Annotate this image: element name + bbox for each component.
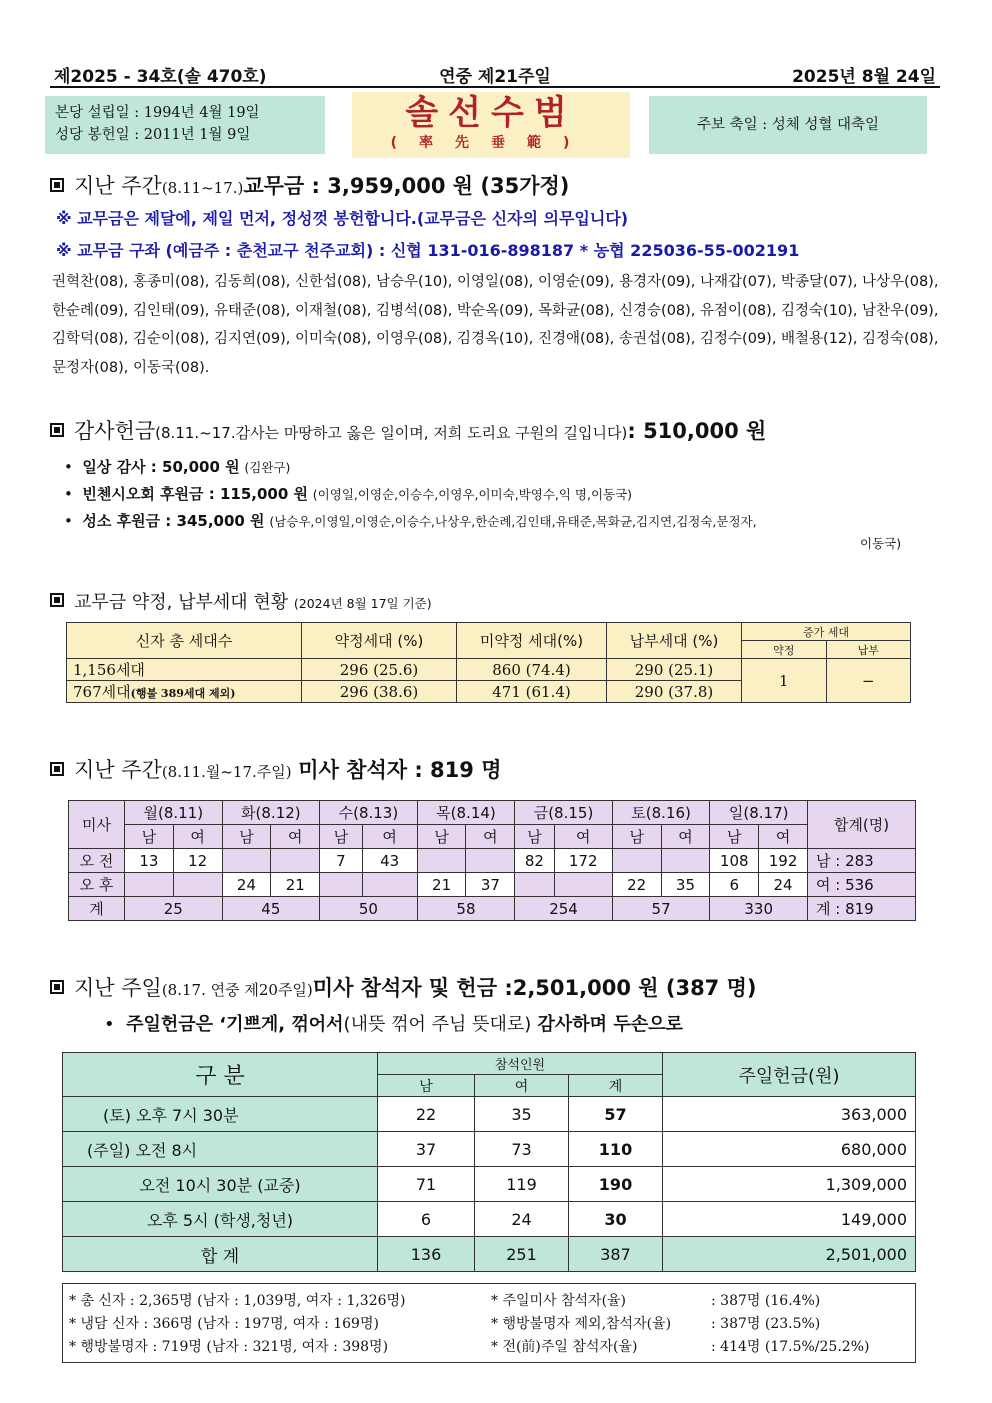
total-header: 합계(명) [808,801,916,849]
thanks-section-heading: 감사헌금(8.11.~17.감사는 마땅하고 옳은 일이며, 저희 도리요 구원의 길입니다): 510,000 원 [50,415,766,445]
table-row: 오 후 24 21 21 37 22 35 6 24 여 : 536 [69,873,916,897]
pledge-section-heading: 교무금 약정, 납부세대 현황 (2024년 8월 17일 기준) [50,588,432,614]
table-row: 계 25 45 50 58 254 57 330 계 : 819 [69,897,916,921]
table-row: 1,156세대 296 (25.6) 860 (74.4) 290 (25.1) 1 − [67,659,911,681]
liturgical-week: 연중 제21주일 [439,67,551,87]
mass-label: 미사 [69,801,125,849]
pledge-col-pledged: 약정세대 (%) [302,623,457,659]
dedicated-date: 성당 봉헌일 : 2011년 1월 9일 [55,127,251,143]
weekly-attendance-table: 미사 월(8.11) 화(8.12) 수(8.13) 목(8.14) 금(8.15) 토(8.16) 일(8.17) 합계(명) 남 여 남 여 남 여 남 여 남 여 남 여 남 여 오 전 13 12 7 43 82 172 108 192 남 : 283 오 후 24 21 21 37 22 35 6 24 여 : 536 계 25 45 50 58 254 57 330 계 : 819 [68,800,916,921]
issue-number: 제2025 - 34호(솔 470호) [54,67,267,87]
thanks-item-cont: 이동국) [860,536,902,551]
founded-date: 본당 설립일 : 1994년 4월 19일 [55,105,260,121]
table-row: 767세대(행불 389세대 제외) 296 (38.6) 471 (61.4) 290 (37.8) [67,681,911,703]
square-bullet-icon [50,423,64,437]
sunday-offering-note: • 주일헌금은 ‘기쁘게, 꺾어서(내뜻 꺾어 주님 뜻대로) 감사하며 두손으로 [104,1014,683,1035]
pledge-col-unpledged: 미약정 세대(%) [457,623,607,659]
inc-pledge-value: 1 [742,659,827,703]
motto-hanja: (率先垂範) [390,135,592,151]
inc-paid-value: − [826,659,911,703]
weekly-section-heading: 지난 주간(8.11.월~17.주일) 미사 참석자 : 819 명 [50,754,501,784]
tithe-account: ※ 교무금 구좌 (예금주 : 춘천교구 천주교회) : 신협 131-016-898187 * 농협 225036-55-002191 [56,241,800,260]
sunday-mass-table: 구 분 참석인원 주일헌금(원) 남 여 계 (토) 오후 7시 30분 22 35 57 363,000 (주일) 오전 8시 37 73 110 680,000 오전 10시 30분 (교중) 71 119 190 1,309,000 오후 5시 (학생,청년) 6 24 30 149,000 합 계 136 251 387 2,501,000 [62,1052,916,1272]
square-bullet-icon [50,980,64,994]
table-row: 오 전 13 12 7 43 82 172 108 192 남 : 283 [69,849,916,873]
table-row: (주일) 오전 8시 37 73 110 680,000 [63,1132,916,1167]
pledge-col-paid: 납부세대 (%) [607,623,742,659]
table-row-total: 합 계 136 251 387 2,501,000 [63,1237,916,1272]
tithe-names-list: 권혁찬(08), 홍종미(08), 김동희(08), 신한섭(08), 남승우(10), 이영일(08), 이영순(09), 용경자(09), 나재갑(07), 박종달(07), 나상우(08), 한순례(09), 김인태(09), 유태준(08), 이재철(08), 김병석(08), 박순옥(09), 목화균(08), 신경승(08), 유점이(08), 김정숙(10), 남찬우(09), 김학덕(08), 김순이(08), 김지연(09), 이미숙(08), 이영우(08), 김경옥(10), 진경애(08), 송권섭(08), 김정수(09), 배철용(12), 김정숙(08), 문정자(08), 이동국(08). [52,274,939,376]
table-row: 오후 5시 (학생,청년) 6 24 30 149,000 [63,1202,916,1237]
sunday-section-heading: 지난 주일(8.17. 연중 제20주일)미사 참석자 및 헌금 :2,501,000 원 (387 명) [50,972,756,1002]
bulletin-date: 2025년 8월 24일 [792,67,936,87]
attendance-header: 참석인원 [378,1053,663,1075]
thanks-item: • 성소 후원금 : 345,000 원 (남승우,이영일,이영순,이승수,나상우,한순례,김인태,유태준,목화균,김지연,김정숙,문정자, [64,512,757,530]
feast-box: 주보 축일 : 성체 성혈 대축일 [649,96,927,154]
table-row: 오전 10시 30분 (교중) 71 119 190 1,309,000 [63,1167,916,1202]
motto-box [352,92,630,158]
square-bullet-icon [50,762,64,776]
pledge-col-inc-paid: 납부 [826,641,911,659]
membership-stats: * 총 신자 : 2,365명 (남자 : 1,039명, 여자 : 1,326명) * 냉담 신자 : 366명 (남자 : 197명, 여자 : 169명) * 행방불명자 : 719명 (남자 : 321명, 여자 : 398명) * 주일미사 참석자(율) * 행방불명자 제외,참석자(율) * 전(前)주일 참석자(율) : 387명 (16.4%) : 387명 (23.5%) : 414명 (17.5%/25.2%) [62,1283,916,1363]
tithe-note: ※ 교무금은 제달에, 제일 먼저, 정성껏 봉헌합니다.(교무금은 신자의 의무입니다) [56,209,629,228]
tithe-section-heading: 지난 주간(8.11~17.)교무금 : 3,959,000 원 (35가정) [50,170,569,200]
pledge-col-total: 신자 총 세대수 [67,623,302,659]
thanks-item: • 일상 감사 : 50,000 원 (김완구) [64,458,291,476]
thanks-item: • 빈첸시오회 후원금 : 115,000 원 (이영일,이영순,이승수,이영우,이미숙,박영수,익 명,이동국) [64,485,633,503]
pledge-table [66,622,911,703]
pledge-col-increase: 증가 세대 [742,623,911,641]
table-row: (토) 오후 7시 30분 22 35 57 363,000 [63,1097,916,1132]
square-bullet-icon [50,593,64,607]
square-bullet-icon [50,178,64,192]
motto-title: 솔선수범 [405,93,577,133]
bulletin-header [50,62,940,88]
church-dates-box [45,96,325,154]
division-header: 구 분 [63,1053,378,1097]
offering-header: 주일헌금(원) [663,1053,916,1097]
pledge-col-inc-pledge: 약정 [742,641,827,659]
